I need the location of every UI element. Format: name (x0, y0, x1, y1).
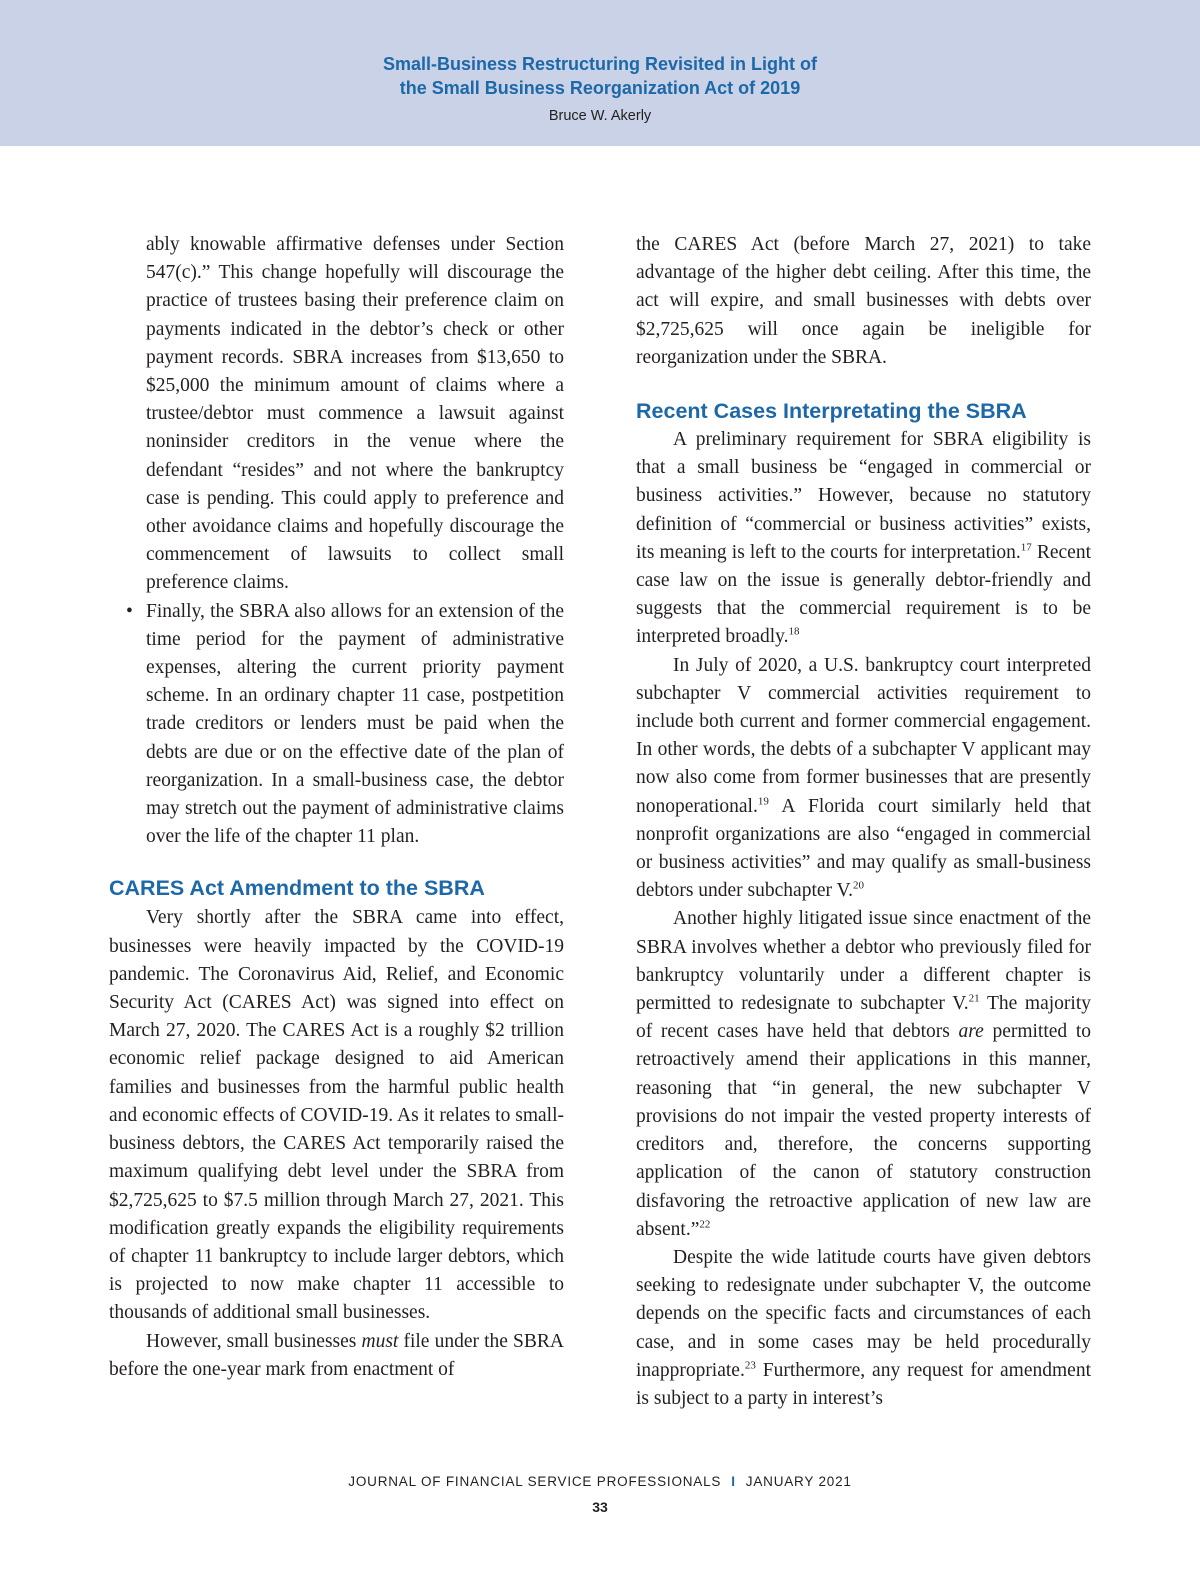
footer-journal-line (0, 1474, 1200, 1489)
issue-date: JANUARY 2021 (745, 1474, 852, 1489)
right-column (636, 231, 1091, 1413)
bullet-continuation: ably knowable affirmative defenses under Section 547(c).” This change hopefully will discourage the practice of trustees basing their preference claim on payments indicated in the debtor’s check or other payment records. SBRA increases from $13,650 to $25,000 the minimum amount of claims where a trustee/debtor must commence a lawsuit against noninsider creditors in the venue where the defendant “resides” and not where the bankruptcy case is pending. This could apply to preference and other avoidance claims and hopefully discourage the commencement of lawsuits to collect small preference claims. (146, 234, 564, 594)
emphasis: are (958, 1021, 984, 1043)
bullet-item (109, 598, 564, 852)
paragraph: A preliminary requirement for SBRA eligibility is that a small business be “engaged in commercial or business activities.” However, because no statutory definition of “commercial or business activities” exists, its meaning is left to the courts for interpretation.$^{17}$ Recent case law on the issue is generally debtor-friendly and suggests that the commercial requirement is to be interpreted broadly.$^{18}$ (636, 429, 1092, 648)
paragraph: In July of 2020, a U.S. bankruptcy court interpreted subchapter V commercial activities requirement to include both current and former commercial engagement. In other words, the debts of a subchapter V applicant may now also come from former businesses that are presently nonoperational.$^{19}$ A Florida court similarly held that nonprofit organizations are also “engaged in commercial or business activities” and may qualify as small-business debtors under subchapter V.$^{20}$ (636, 654, 1091, 902)
header-banner (0, 0, 1200, 146)
paragraph: Very shortly after the SBRA came into effect, businesses were heavily impacted by the COVID-19 pandemic. The Coronavirus Aid, Relief, and Economic Security Act (CARES Act) was signed into effect on March 27, 2020. The CARES Act is a roughly $2 trillion economic relief package designed to aid American families and businesses from the harmful public health and economic effects of COVID-19. As it relates to small-business debtors, the CARES Act temporarily raised the maximum qualifying debt level under the SBRA from $2,725,625 to $7.5 million through March 27, 2021. This modification greatly expands the eligibility requirements of chapter 11 bankruptcy to include larger debtors, which is projected to now make chapter 11 accessible to thousands of additional small businesses. (109, 907, 564, 1324)
page-number: 33 (592, 1499, 608, 1515)
paragraph-continuation: the CARES Act (before March 27, 2021) to take advantage of the higher debt ceiling. After this time, the act will expire, and small businesses with debts over $2,725,625 will once again be ineligible for reorganization under the SBRA. (636, 234, 1091, 368)
section-heading-recent-cases: Recent Cases Interpretating the SBRA (636, 399, 1027, 424)
article-title-line-2: the Small Business Reorganization Act of 2019 (399, 78, 801, 98)
left-column (109, 231, 564, 1384)
paragraph: However, small businesses must file under the SBRA before the one-year mark from enactment of (109, 1330, 564, 1380)
journal-name: JOURNAL OF FINANCIAL SERVICE PROFESSIONALS (348, 1474, 722, 1489)
footnote-ref: 21 (968, 992, 980, 1005)
footnote-ref: 22 (699, 1218, 711, 1231)
article-title-line-1: Small-Business Restructuring Revisited in Light of (382, 54, 818, 74)
footnote-ref: 23 (744, 1359, 756, 1372)
paragraph: Despite the wide latitude courts have given debtors seeking to redesignate under subchapter V, the outcome depends on the specific facts and circumstances of each case, and in some cases may be held procedurally inappropriate.$^{23}$ Furthermore, any request for amendment is subject to a party in interest’s (636, 1246, 1091, 1409)
article-author: Bruce W. Akerly (548, 108, 652, 124)
paragraph: Another highly litigated issue since enactment of the SBRA involves whether a debtor who previously filed for bankruptcy voluntarily under a different chapter is permitted to redesignate to subchapter V.$^{21}$ The majority of recent cases have held that debtors are permitted to retroactively amend their applications in this manner, reasoning that “in general, the new subchapter V provisions do not impair the vested property interests of creditors and, therefore, the concerns supporting application of the canon of statutory construction disfavoring the retroactive application of new law are absent.”$^{22}$ (636, 908, 1091, 1240)
footnote-ref: 17 (1020, 541, 1032, 554)
section-heading-cares-act: CARES Act Amendment to the SBRA (109, 876, 485, 901)
footnote-ref: 18 (788, 625, 800, 638)
bullet-marker: • (126, 600, 133, 622)
emphasis: must (361, 1330, 399, 1352)
bullet-text: Finally, the SBRA also allows for an extension of the time period for the payment of administrative expenses, altering the current priority payment scheme. In an ordinary chapter 11 case, postpetition trade creditors or lenders must be paid when the debts are due or on the effective date of the plan of reorganization. In a small-business case, the debtor may stretch out the payment of administrative claims over the life of the chapter 11 plan. (146, 600, 564, 848)
footnote-ref: 20 (853, 879, 864, 892)
footer-separator: I (731, 1474, 736, 1489)
footnote-ref: 19 (757, 795, 769, 808)
